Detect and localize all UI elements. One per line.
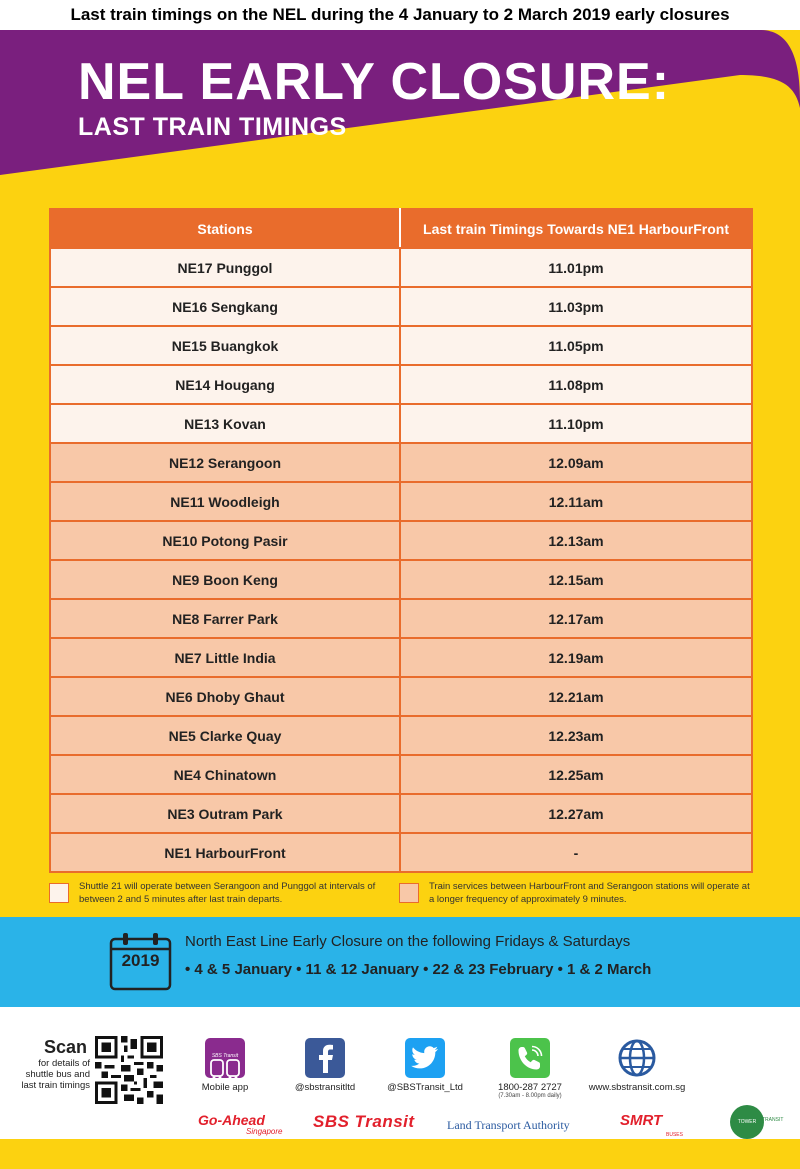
phone-icon [510,1038,550,1078]
facebook-label: @sbstransitltd [294,1082,356,1093]
page-title: NEL EARLY CLOSURE: [78,53,671,111]
column-header-timings: Last train Timings Towards NE1 HarbourFront [400,209,752,248]
station-cell: NE9 Boon Keng [50,560,400,599]
time-cell: 11.05pm [400,326,752,365]
scan-label: Scan [44,1037,88,1057]
station-cell: NE13 Kovan [50,404,400,443]
twitter-bird-glyph [411,1046,439,1070]
legend-notes [49,880,753,920]
twitter-link[interactable] [370,1038,480,1093]
calendar-year: 2019 [121,951,160,970]
time-cell: 12.23am [400,716,752,755]
smrt-logo-sub: BUSES [666,1132,683,1138]
table-row [50,833,752,872]
tower-transit-logo-sub: TRANSIT [762,1117,784,1123]
phone-link[interactable] [475,1038,585,1099]
station-cell: NE4 Chinatown [50,755,400,794]
station-cell: NE7 Little India [50,638,400,677]
lta-logo: Land Transport Authority [447,1118,570,1132]
mobile-app-label: Mobile app [201,1082,249,1093]
station-cell: NE5 Clarke Quay [50,716,400,755]
station-cell: NE11 Woodleigh [50,482,400,521]
website-link[interactable] [577,1038,697,1093]
timings-table [49,208,753,873]
globe-icon [617,1038,657,1078]
phone-glyph [517,1045,543,1071]
scan-caption: for details of shuttle bus and last train timings [21,1058,90,1091]
station-cell: NE1 HarbourFront [50,833,400,872]
time-cell: 11.08pm [400,365,752,404]
table-row [50,755,752,794]
mobile-app-icon [205,1038,245,1078]
smrt-logo: SMRT [620,1112,663,1129]
table-row [50,677,752,716]
page-subtitle: LAST TRAIN TIMINGS [78,113,347,141]
closure-heading: North East Line Early Closure on the following Fridays & Saturdays [185,933,631,950]
station-cell: NE14 Hougang [50,365,400,404]
station-cell: NE12 Serangoon [50,443,400,482]
closure-dates: • 4 & 5 January • 11 & 12 January • 22 & 23 February • 1 & 2 March [185,961,652,978]
station-cell: NE16 Sengkang [50,287,400,326]
station-cell: NE3 Outram Park [50,794,400,833]
table-row [50,248,752,287]
table-row [50,560,752,599]
globe-glyph [617,1038,657,1078]
table-row [50,521,752,560]
dark-row-swatch [399,883,419,903]
time-cell: 11.10pm [400,404,752,443]
note-frequency [399,880,753,906]
time-cell: - [400,833,752,872]
light-row-swatch [49,883,69,903]
qr-code-icon[interactable] [95,1036,163,1104]
time-cell: 12.27am [400,794,752,833]
time-cell: 11.01pm [400,248,752,287]
goahead-logo: Go-Ahead [198,1112,265,1128]
time-cell: 12.19am [400,638,752,677]
facebook-icon [305,1038,345,1078]
time-cell: 12.25am [400,755,752,794]
facebook-link[interactable] [270,1038,380,1093]
table-row [50,326,752,365]
table-row [50,794,752,833]
twitter-icon [405,1038,445,1078]
column-header-stations: Stations [50,209,400,248]
station-cell: NE6 Dhoby Ghaut [50,677,400,716]
time-cell: 12.17am [400,599,752,638]
facebook-glyph [314,1043,336,1073]
twitter-label: @SBSTransit_Ltd [387,1082,463,1093]
bus-train-glyph [210,1057,240,1081]
time-cell: 12.09am [400,443,752,482]
time-cell: 11.03pm [400,287,752,326]
table-row [50,404,752,443]
station-cell: NE10 Potong Pasir [50,521,400,560]
goahead-logo-sub: Singapore [246,1127,283,1136]
page-caption: Last train timings on the NEL during the 4 January to 2 March 2019 early closures [0,0,800,30]
table-row [50,599,752,638]
note-shuttle-text: Shuttle 21 will operate between Serangoon and Punggol at intervals of between 2 and 5 minutes after last train departs. [79,881,376,905]
tower-transit-logo: TOWER [730,1105,764,1139]
sbs-transit-logo: SBS Transit [313,1112,415,1131]
mobile-app-link[interactable] [170,1038,280,1093]
table-row [50,365,752,404]
note-frequency-text: Train services between HarbourFront and Serangoon stations will operate at a longer frequency of approximately 9 minutes. [429,881,750,905]
time-cell: 12.15am [400,560,752,599]
table-row [50,716,752,755]
table-row [50,287,752,326]
station-cell: NE17 Punggol [50,248,400,287]
station-cell: NE15 Buangkok [50,326,400,365]
station-cell: NE8 Farrer Park [50,599,400,638]
time-cell: 12.11am [400,482,752,521]
phone-hours: (7.30am - 8.00pm daily) [498,1093,562,1099]
time-cell: 12.13am [400,521,752,560]
table-row [50,443,752,482]
table-header-row [50,209,752,248]
website-label: www.sbstransit.com.sg [588,1082,686,1093]
time-cell: 12.21am [400,677,752,716]
note-shuttle [49,880,389,906]
table-row [50,482,752,521]
mobile-app-badge: SBS Transit [211,1053,239,1059]
phone-label: 1800-287 2727 [498,1082,562,1093]
table-row [50,638,752,677]
